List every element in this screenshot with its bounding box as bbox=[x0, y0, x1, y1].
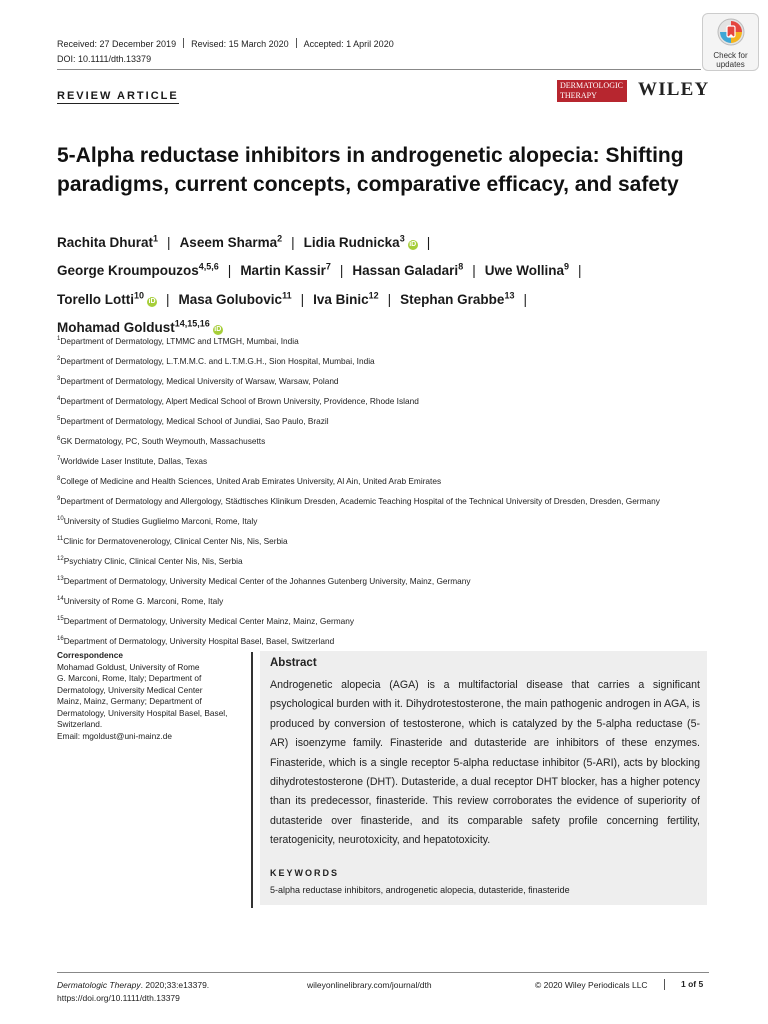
received-date: Received: 27 December 2019 bbox=[57, 39, 177, 49]
author-name-text: Mohamad Goldust bbox=[57, 320, 175, 335]
abstract-heading: Abstract bbox=[270, 657, 317, 669]
affiliation-number: 6 bbox=[57, 435, 61, 442]
affiliation-item bbox=[57, 390, 717, 410]
check-for-label: Check for bbox=[713, 51, 748, 60]
author-name-text: Martin Kassir bbox=[240, 263, 326, 278]
affiliation-text: Department of Dermatology, L.T.M.M.C. and L.T.M.G.H., Sion Hospital, Mumbai, India bbox=[60, 355, 375, 366]
updates-label: updates bbox=[716, 60, 745, 69]
correspondence-address bbox=[57, 662, 242, 731]
affiliation-item bbox=[57, 630, 717, 650]
author-name bbox=[240, 263, 331, 278]
journal-logo-line-1: DERMATOLOGIC bbox=[560, 81, 623, 90]
affiliation-number: 3 bbox=[57, 375, 61, 382]
author-name-text: Masa Golubovic bbox=[178, 291, 283, 307]
divider bbox=[183, 38, 184, 48]
author-name bbox=[313, 292, 379, 307]
journal-logo-line-2: THERAPY bbox=[560, 91, 597, 100]
column-divider bbox=[251, 652, 253, 908]
affiliation-number: 9 bbox=[57, 495, 61, 502]
author-affiliation-number: 3 bbox=[399, 233, 405, 243]
affiliation-text: University of Rome G. Marconi, Rome, Italy bbox=[63, 595, 224, 606]
author-name bbox=[57, 263, 219, 278]
keywords-heading: KEYWORDS bbox=[270, 868, 340, 878]
author-separator: | bbox=[167, 234, 171, 250]
author-name-text: Iva Binic bbox=[313, 291, 369, 307]
affiliation-item bbox=[57, 610, 717, 630]
correspondence-line: Mohamad Goldust, University of Rome bbox=[57, 661, 200, 672]
publisher-logo: WILEY bbox=[638, 79, 710, 100]
affiliation-number: 4 bbox=[57, 395, 61, 402]
affiliation-number: 12 bbox=[57, 555, 64, 562]
copyright: © 2020 Wiley Periodicals LLC bbox=[535, 980, 648, 990]
author-name-text: Hassan Galadari bbox=[352, 263, 459, 278]
author-name bbox=[57, 235, 158, 250]
affiliation-number: 15 bbox=[57, 615, 64, 622]
affiliation-number: 8 bbox=[57, 475, 61, 482]
author-separator: | bbox=[578, 263, 582, 278]
citation-details: . 2020;33:e13379. bbox=[140, 980, 210, 990]
author-name bbox=[57, 292, 157, 307]
author-affiliation-number: 1 bbox=[153, 233, 159, 243]
author-separator: | bbox=[472, 263, 476, 278]
author-affiliation-number: 10 bbox=[134, 290, 145, 300]
affiliation-text: College of Medicine and Health Sciences, United Arab Emirates University, Al Ain, United Arab Emirates bbox=[60, 475, 442, 486]
affiliation-item bbox=[57, 510, 717, 530]
journal-website-link[interactable]: wileyonlinelibrary.com/journal/dth bbox=[307, 980, 432, 990]
author-name bbox=[352, 263, 463, 278]
author-affiliation-number: 7 bbox=[325, 261, 331, 272]
affiliation-text: Department of Dermatology, University Medical Center of the Johannes Gutenberg University, Mainz, Germany bbox=[63, 575, 471, 586]
correspondence-email[interactable]: Email: mgoldust@uni-mainz.de bbox=[57, 730, 172, 741]
affiliation-item bbox=[57, 410, 717, 430]
affiliation-item bbox=[57, 530, 717, 550]
affiliation-item bbox=[57, 370, 717, 390]
author-affiliation-number: 8 bbox=[458, 261, 464, 272]
author-name-text: Rachita Dhurat bbox=[57, 234, 154, 250]
correspondence-line: Mainz, Mainz, Germany; Department of bbox=[57, 696, 202, 706]
affiliation-item bbox=[57, 430, 717, 450]
correspondence-line: Switzerland. bbox=[57, 719, 103, 729]
accepted-date: Accepted: 1 April 2020 bbox=[303, 39, 394, 49]
author-name-text: Stephan Grabbe bbox=[400, 291, 505, 307]
author-name-text: Lidia Rudnicka bbox=[303, 234, 400, 250]
affiliation-item bbox=[57, 490, 717, 510]
affiliation-text: Department of Dermatology, Medical School of Jundiai, Sao Paulo, Brazil bbox=[60, 415, 329, 426]
author-affiliation-number: 9 bbox=[563, 261, 569, 272]
affiliation-item bbox=[57, 330, 717, 350]
affiliation-number: 13 bbox=[57, 575, 64, 582]
author-affiliation-number: 11 bbox=[282, 290, 292, 300]
affiliation-number: 2 bbox=[57, 355, 61, 362]
affiliation-list bbox=[57, 330, 717, 650]
correspondence-line: G. Marconi, Rome, Italy; Department of bbox=[57, 673, 202, 683]
orcid-icon[interactable]: iD bbox=[214, 326, 222, 333]
correspondence-line: Dermatology, University Medical Center bbox=[57, 684, 203, 695]
affiliation-text: University of Studies Guglielmo Marconi, Rome, Italy bbox=[63, 515, 258, 526]
affiliation-text: Department of Dermatology, Alpert Medical School of Brown University, Providence, Rhode Island bbox=[60, 395, 419, 406]
affiliation-text: Department of Dermatology and Allergology, Städtisches Klinikum Dresden, Academic Teaching Hospital of the Technical University of Dresden, Dresden, Germany bbox=[60, 495, 660, 506]
affiliation-text: Department of Dermatology, University Medical Center Mainz, Mainz, Germany bbox=[63, 615, 355, 626]
doi-link[interactable]: https://doi.org/10.1111/dth.13379 bbox=[57, 993, 180, 1003]
affiliation-number: 1 bbox=[57, 336, 61, 342]
author-name bbox=[485, 263, 569, 278]
author-name bbox=[400, 292, 514, 307]
affiliation-text: Worldwide Laser Institute, Dallas, Texas bbox=[60, 455, 208, 466]
author-name bbox=[304, 235, 418, 250]
affiliation-item bbox=[57, 550, 717, 570]
author-affiliation-number: 13 bbox=[504, 290, 515, 300]
article-dates bbox=[57, 38, 394, 49]
orcid-icon[interactable]: iD bbox=[409, 240, 417, 248]
footer-citation bbox=[57, 979, 209, 1005]
affiliation-item bbox=[57, 570, 717, 590]
author-affiliation-number: 4,5,6 bbox=[198, 261, 219, 272]
author-affiliation-number: 12 bbox=[368, 290, 379, 300]
check-for-updates-badge[interactable] bbox=[702, 13, 759, 71]
author-name bbox=[179, 292, 292, 307]
author-separator: | bbox=[227, 263, 232, 278]
affiliation-number: 5 bbox=[57, 415, 61, 422]
journal-name: Dermatologic Therapy bbox=[57, 980, 141, 990]
affiliation-text: GK Dermatology, PC, South Weymouth, Massachusetts bbox=[60, 435, 266, 446]
divider bbox=[664, 979, 665, 990]
author-name bbox=[180, 235, 283, 250]
correspondence-heading: Correspondence bbox=[57, 650, 123, 660]
author-list bbox=[57, 226, 737, 340]
author-name-text: Uwe Wollina bbox=[484, 263, 564, 278]
abstract-text: Androgenetic alopecia (AGA) is a multifactorial disease that carries a significant psychological burden with it. Dihydrotestosterone, the main pathogenic androgen in AGA, is produced by conversion of testosterone, which is catalyzed by the 5-alpha reductase (5-AR) isoenzyme family. Finasteride and dutasteride are inhibitors of these enzymes. Finasteride, which is a single receptor 5-alpha reductase inhibitor (5-ARI), acts by blocking dihydrotestosterone (DHT). Dutasteride, a dual receptor DHT blocker, has a higher potency than its predecessor, finasteride. This review corroborates the evidence of superiority of dutasteride over finasteride, and its comparable safety profile concerning fertility, teratogenicity, neurotoxicity, and hepatotoxicity. bbox=[270, 679, 700, 847]
author-separator: | bbox=[291, 234, 295, 250]
author-name-text: Torello Lotti bbox=[57, 291, 134, 307]
article-type: REVIEW ARTICLE bbox=[57, 90, 179, 102]
affiliation-item bbox=[57, 470, 717, 490]
orcid-icon[interactable]: iD bbox=[148, 297, 156, 305]
journal-logo bbox=[557, 80, 627, 102]
author-separator: | bbox=[523, 291, 527, 307]
affiliation-text: Clinic for Dermatovenerology, Clinical Center Nis, Nis, Serbia bbox=[63, 535, 288, 546]
affiliation-text: Department of Dermatology, Medical University of Warsaw, Warsaw, Poland bbox=[60, 375, 339, 386]
affiliation-text: Psychiatry Clinic, Clinical Center Nis, Nis, Serbia bbox=[63, 555, 243, 566]
author-affiliation-number: 2 bbox=[277, 233, 283, 243]
correspondence bbox=[57, 650, 242, 742]
affiliation-number: 11 bbox=[57, 535, 64, 542]
keywords: 5-alpha reductase inhibitors, androgenetic alopecia, dutasteride, finasteride bbox=[270, 885, 570, 895]
crossmark-icon bbox=[717, 18, 745, 46]
affiliation-text: Department of Dermatology, University Hospital Basel, Basel, Switzerland bbox=[63, 635, 335, 646]
author-separator: | bbox=[387, 291, 392, 307]
footer-rule bbox=[57, 972, 709, 973]
author-separator: | bbox=[426, 234, 431, 250]
header-rule bbox=[57, 69, 701, 70]
article-title: 5-Alpha reductase inhibitors in androgenetic alopecia: Shifting paradigms, current concepts, comparative efficacy, and safety bbox=[57, 144, 684, 196]
author-separator: | bbox=[300, 291, 305, 307]
affiliation-number: 16 bbox=[57, 635, 64, 642]
affiliation-item bbox=[57, 350, 717, 370]
author-name-text: Aseem Sharma bbox=[179, 234, 278, 250]
affiliation-number: 14 bbox=[57, 595, 64, 602]
revised-date: Revised: 15 March 2020 bbox=[191, 39, 289, 49]
affiliation-number: 10 bbox=[57, 515, 64, 522]
author-name-text: George Kroumpouzos bbox=[57, 263, 199, 278]
affiliation-item bbox=[57, 590, 717, 610]
correspondence-line: Dermatology, University Hospital Basel, Basel, bbox=[57, 707, 228, 718]
affiliation-text: Department of Dermatology, LTMMC and LTMGH, Mumbai, India bbox=[60, 335, 299, 346]
divider bbox=[296, 38, 297, 48]
affiliation-item bbox=[57, 450, 717, 470]
affiliation-number: 7 bbox=[57, 455, 61, 462]
doi[interactable]: DOI: 10.1111/dth.13379 bbox=[57, 54, 152, 64]
author-separator: | bbox=[166, 291, 170, 307]
author-affiliation-number: 14,15,16 bbox=[174, 318, 210, 329]
author-separator: | bbox=[339, 263, 344, 278]
page-number: 1 of 5 bbox=[681, 979, 704, 989]
